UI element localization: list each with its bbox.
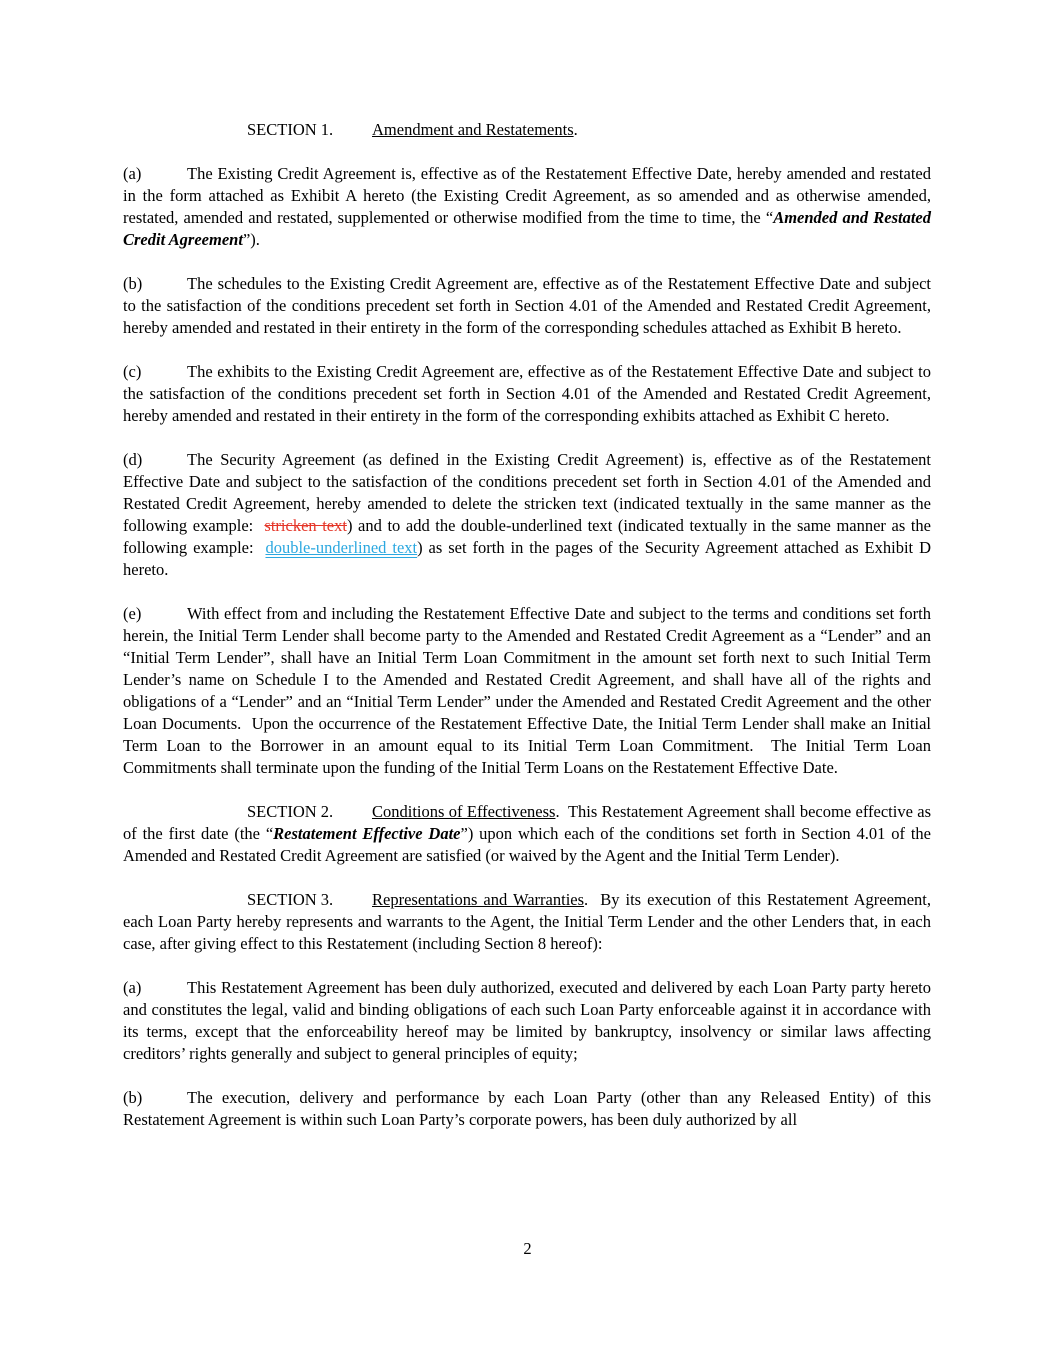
body-paragraph: [123, 603, 931, 779]
clause-letter-label: (e): [123, 604, 142, 623]
page-number: 2: [523, 1239, 532, 1258]
body-paragraph: [123, 273, 931, 339]
defined-term-text: Amended and Restated Credit Agreement: [123, 208, 931, 249]
clause-letter-label: (b): [123, 274, 143, 293]
section-heading-paragraph: [123, 801, 931, 867]
text-run: The schedules to the Existing Credit Agreement are, effective as of the Restatement Effective Date and subject to the satisfaction of the conditions precedent set forth in Section 4.01 of the Amended and Restated Credit Agreement, hereby amended and restated in their entirety in the form of the corresponding schedules attached as Exhibit B hereto.: [123, 274, 931, 337]
heading-underlined-text: Representations and Warranties: [372, 890, 585, 909]
body-paragraph: [123, 977, 931, 1065]
clause-letter-label: (a): [123, 164, 142, 183]
section-number-label: SECTION 1.: [247, 120, 334, 139]
text-run: .: [573, 120, 578, 139]
stricken-text-example: stricken text: [264, 516, 347, 535]
text-run: With effect from and including the Restatement Effective Date and subject to the terms and conditions set forth herein, the Initial Term Lender shall become party to the Amended and Restated Credit Agreement as a “Lender” and an “Initial Term Lender”, shall have an Initial Term Loan Commitment in the amount set forth next to such Initial Term Lender’s name on Schedule I to the Amended and Restated Credit Agreement, and shall have all of the rights and obligations of a “Lender” and an “Initial Term Lender” under the Amended and Restated Credit Agreement and the other Loan Documents. Upon the occurrence of the Restatement Effective Date, the Initial Term Lender shall make an Initial Term Loan to the Borrower in an amount equal to its Initial Term Loan Commitment. The Initial Term Loan Commitments shall terminate upon the funding of the Initial Term Loans on the Restatement Effective Date.: [123, 604, 931, 777]
body-paragraph: [123, 449, 931, 581]
body-paragraph: [123, 1087, 931, 1131]
document-body: [123, 119, 931, 1131]
section-number-label: SECTION 3.: [247, 890, 334, 909]
clause-letter-label: (a): [123, 978, 142, 997]
clause-letter-label: (c): [123, 362, 142, 381]
double-underlined-text-example: double-underlined text: [265, 538, 418, 557]
text-run: ”) upon which each of the conditions set forth in Section 4.01 of the Amended and Restated Credit Agreement are satisfied (or waived by the Agent and the Initial Term Lender).: [123, 824, 931, 865]
section-number-label: SECTION 2.: [247, 802, 334, 821]
body-paragraph: [123, 361, 931, 427]
text-run: . This Restatement Agreement shall become effective as of the first date (the “: [123, 802, 931, 843]
text-run: The Existing Credit Agreement is, effective as of the Restatement Effective Date, hereby amended and restated in the form attached as Exhibit A hereto (the Existing Credit Agreement, as so amended and as otherwise amended, restated, amended and restated, supplemented or otherwise modified from the time to time, the “: [123, 164, 931, 227]
section-heading-paragraph: [123, 119, 931, 141]
text-run: ) as set forth in the pages of the Security Agreement attached as Exhibit D hereto.: [123, 538, 931, 579]
heading-underlined-text: Conditions of Effectiveness: [372, 802, 556, 821]
text-run: ”).: [242, 230, 260, 249]
text-run: The exhibits to the Existing Credit Agreement are, effective as of the Restatement Effective Date and subject to the satisfaction of the conditions precedent set forth in Section 4.01 of the Amended and Restated Credit Agreement, hereby amended and restated in their entirety in the form of the corresponding exhibits attached as Exhibit C hereto.: [123, 362, 931, 425]
body-paragraph: [123, 163, 931, 251]
heading-underlined-text: Amendment and Restatements: [372, 120, 574, 139]
clause-letter-label: (b): [123, 1088, 143, 1107]
text-run: The execution, delivery and performance by each Loan Party (other than any Released Entity) of this Restatement Agreement is within such Loan Party’s corporate powers, has been duly authorized by all: [123, 1088, 931, 1129]
text-run: The Security Agreement (as defined in the Existing Credit Agreement) is, effective as of the Restatement Effective Date and subject to the satisfaction of the conditions precedent set forth in Section 4.01 of the Amended and Restated Credit Agreement, hereby amended to delete the stricken text (indicated textually in the same manner as the following example:: [123, 450, 931, 535]
clause-letter-label: (d): [123, 450, 143, 469]
text-run: ) and to add the double-underlined text (indicated textually in the same manner as the following example:: [123, 516, 931, 557]
section-heading-paragraph: [123, 889, 931, 955]
text-run: . By its execution of this Restatement Agreement, each Loan Party hereby represents and warrants to the Agent, the Initial Term Lender and the other Lenders that, in each case, after giving effect to this Restatement (including Section 8 hereof):: [123, 890, 932, 953]
text-run: This Restatement Agreement has been duly authorized, executed and delivered by each Loan Party party hereto and constitutes the legal, valid and binding obligations of each such Loan Party enforceable against it in accordance with its terms, except that the enforceability hereof may be limited by bankruptcy, insolvency or similar laws affecting creditors’ rights generally and subject to general principles of equity;: [123, 978, 931, 1063]
defined-term-text: Restatement Effective Date: [273, 824, 461, 843]
